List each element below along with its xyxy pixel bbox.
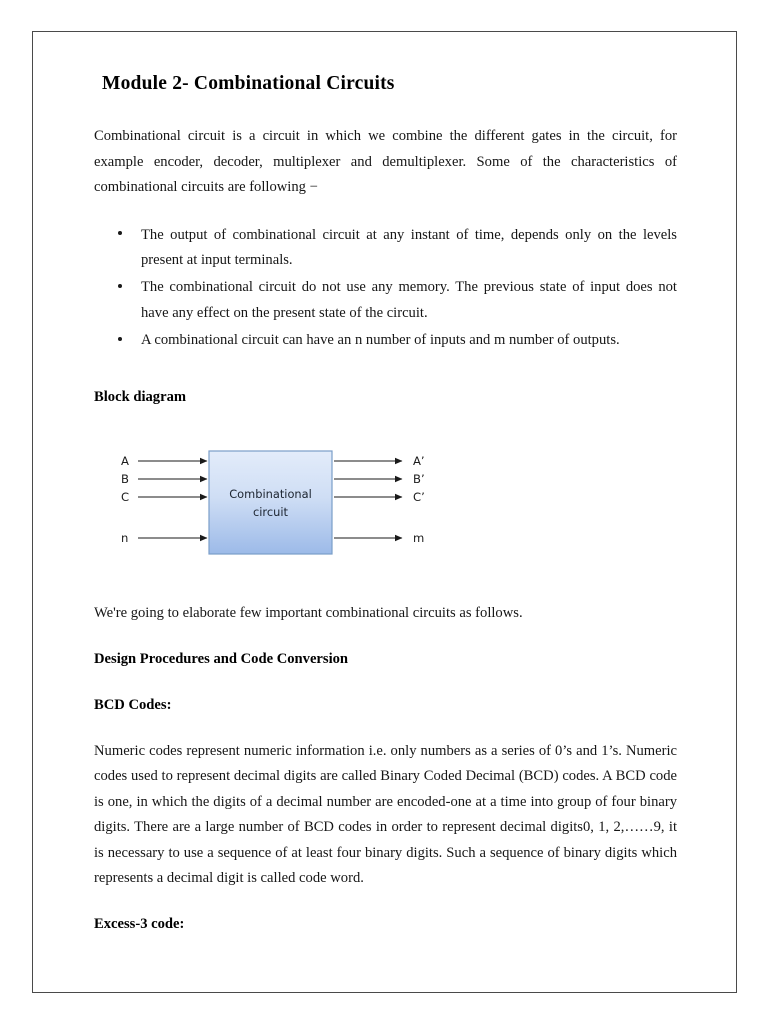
block-diagram: [110, 445, 450, 565]
spacer: [94, 626, 677, 648]
spacer: [94, 565, 677, 601]
list-item-text: The combinational circuit do not use any memory. The previous state of input does not have any effect on the present state of the circuit.: [141, 279, 677, 321]
bullet-icon: [118, 231, 122, 235]
combinational-circuit-box: [209, 451, 332, 554]
box-label-line2: circuit: [253, 504, 288, 519]
list-item: [94, 328, 677, 353]
box-label-line1: Combinational: [229, 486, 312, 501]
output-label-c-prime: C’: [413, 489, 425, 504]
page-title: Module 2- Combinational Circuits: [102, 73, 395, 94]
output-label-a-prime: A’: [413, 453, 425, 468]
intro-paragraph: Combinational circuit is a circuit in which we combine the different gates in the circuit, for example encoder, decoder, multiplexer and demultiplexer. Some of the characteristics of combinational circuits are following −: [94, 128, 677, 196]
output-label-m: m: [413, 530, 425, 545]
output-label-b-prime: B’: [413, 471, 425, 486]
input-label-n: n: [121, 530, 129, 545]
bcd-codes-heading: BCD Codes:: [94, 696, 172, 713]
bullet-icon: [118, 337, 122, 341]
list-item-text: A combinational circuit can have an n number of inputs and m number of outputs.: [141, 332, 620, 349]
characteristics-list: [94, 223, 677, 354]
input-label-c: C: [121, 489, 130, 504]
spacer: [94, 201, 677, 223]
spacer: [94, 717, 677, 739]
input-label-b: B: [121, 471, 129, 486]
block-diagram-heading: Block diagram: [94, 388, 187, 405]
spacer: [94, 95, 677, 124]
spacer: [94, 409, 677, 445]
list-item: [94, 275, 677, 326]
bullet-icon: [118, 284, 122, 288]
design-procedures-heading: Design Procedures and Code Conversion: [94, 651, 349, 668]
list-item-text: The output of combinational circuit at any instant of time, depends only on the levels present at input terminals.: [141, 226, 677, 268]
page-frame: [32, 31, 737, 993]
document-content: [94, 72, 677, 937]
list-item: [94, 223, 677, 274]
spacer: [94, 891, 677, 913]
block-diagram-svg: [110, 445, 450, 565]
spacer: [94, 356, 677, 386]
elaborate-paragraph: We're going to elaborate few important combinational circuits as follows.: [94, 604, 523, 621]
spacer: [94, 672, 677, 694]
excess3-code-heading: Excess-3 code:: [94, 916, 185, 933]
bcd-paragraph: Numeric codes represent numeric information i.e. only numbers as a series of 0’s and 1’s. Numeric codes used to represent decimal digits are called Binary Coded Decimal (BCD) codes. A BCD code is one, in which the digits of a decimal number are encoded-one at a time into group of four binary digits. There are a large number of BCD codes in order to represent decimal digits0, 1, 2,……9, it is necessary to use a sequence of at least four binary digits. Such a sequence of binary digits which represents a decimal digit is called code word.: [94, 742, 677, 886]
input-label-a: A: [121, 453, 129, 468]
